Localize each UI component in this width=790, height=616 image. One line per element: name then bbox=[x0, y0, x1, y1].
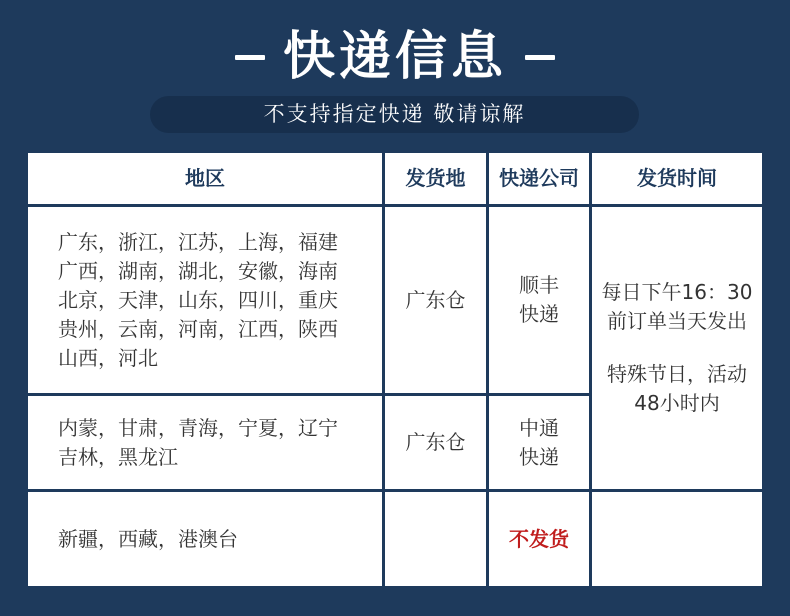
courier-line: 快递 bbox=[519, 302, 559, 326]
subtitle-banner: 不支持指定快递 敬请谅解 bbox=[150, 96, 639, 133]
title-bar bbox=[0, 24, 790, 90]
region-line: 山西，河北 bbox=[58, 345, 158, 370]
table-row-2-region bbox=[28, 396, 382, 489]
table-row-1-courier bbox=[489, 207, 589, 393]
table-row-3-ship-time bbox=[592, 492, 762, 586]
region-line: 北京，天津，山东，四川，重庆 bbox=[58, 287, 338, 312]
title-right-dash bbox=[525, 55, 555, 60]
header-region: 地区 bbox=[185, 166, 225, 190]
ship-time-line: 特殊节日，活动 bbox=[607, 362, 747, 386]
header-ship-time: 发货时间 bbox=[637, 166, 717, 190]
courier-line: 顺丰 bbox=[519, 273, 559, 297]
shipping-table bbox=[28, 153, 762, 586]
no-ship-label: 不发货 bbox=[509, 526, 569, 551]
region-text bbox=[58, 228, 338, 373]
table-row-3-region bbox=[28, 492, 382, 586]
title-left-dash bbox=[235, 55, 265, 60]
ship-time-line: 前订单当天发出 bbox=[607, 309, 747, 333]
ship-time-cell bbox=[592, 207, 762, 489]
region-line: 贵州，云南，河南，江西，陕西 bbox=[58, 316, 338, 341]
table-row-3-origin bbox=[385, 492, 486, 586]
region-line: 吉林，黑龙江 bbox=[58, 444, 178, 469]
courier-line: 快递 bbox=[519, 444, 559, 469]
page-title: 快递信息 bbox=[282, 27, 507, 87]
courier-line: 中通 bbox=[519, 415, 559, 440]
region-line: 内蒙，甘肃，青海，宁夏，辽宁 bbox=[58, 415, 338, 440]
table-row-2-courier bbox=[489, 396, 589, 489]
region-line: 新疆，西藏，港澳台 bbox=[58, 526, 238, 551]
table-row-2-origin: 广东仓 bbox=[405, 430, 466, 454]
region-text bbox=[58, 414, 338, 472]
table-row-1-origin: 广东仓 bbox=[405, 287, 466, 312]
table-row-3-courier bbox=[489, 492, 589, 586]
header-courier: 快递公司 bbox=[499, 166, 579, 190]
header-origin: 发货地 bbox=[405, 166, 466, 190]
ship-time-line: 每日下午16：30 bbox=[601, 280, 753, 304]
table-row-1-region bbox=[28, 207, 382, 393]
ship-time-line: 48小时内 bbox=[634, 391, 720, 415]
region-line: 广东，浙江，江苏，上海，福建 bbox=[58, 229, 338, 254]
region-line: 广西，湖南，湖北，安徽，海南 bbox=[58, 258, 338, 283]
